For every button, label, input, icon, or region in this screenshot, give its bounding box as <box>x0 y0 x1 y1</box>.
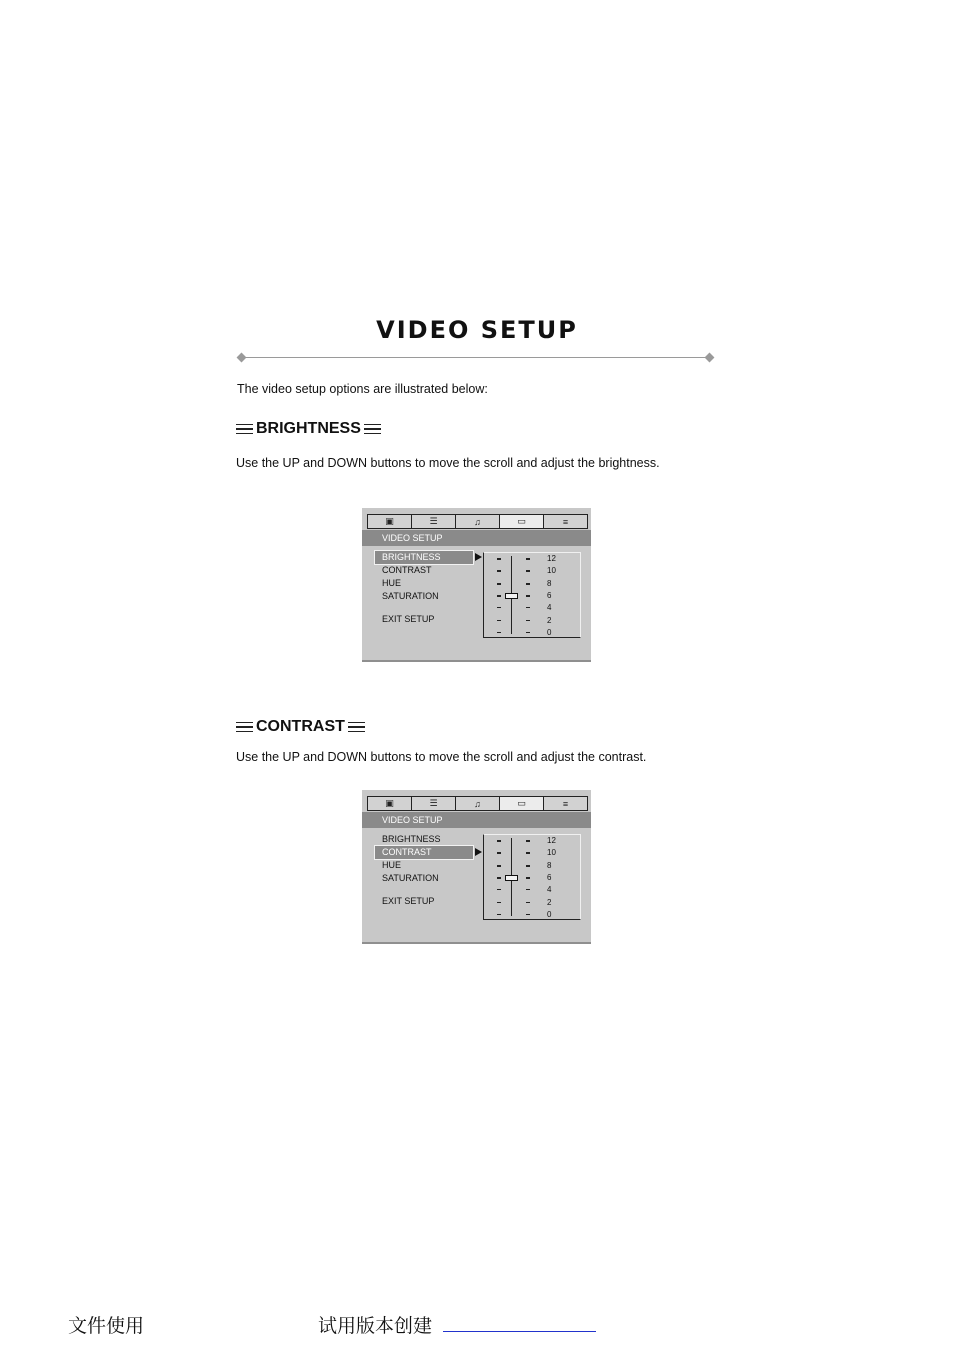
audio-icon: ♫ <box>474 798 481 809</box>
menu-lines-icon <box>348 722 365 732</box>
osd-header-label: VIDEO SETUP <box>382 533 443 543</box>
scale-tick <box>526 902 530 903</box>
scale-tick <box>497 840 501 842</box>
video-icon: ▭ <box>517 516 526 526</box>
osd-tab-video[interactable] <box>500 515 544 528</box>
osd-menu-item-saturation[interactable]: SATURATION <box>382 873 439 883</box>
osd-header <box>362 530 591 546</box>
scale-label: 2 <box>547 897 552 907</box>
scale-tick <box>526 865 530 867</box>
page-title: VIDEO SETUP <box>376 316 578 344</box>
osd-adjust-scale <box>483 552 581 638</box>
play-arrow-icon <box>475 553 482 561</box>
divider-diamond-right <box>705 353 715 363</box>
monitor-icon: ▣ <box>385 798 394 808</box>
osd-tab-preference[interactable] <box>544 797 587 810</box>
osd-menu-item-saturation[interactable]: SATURATION <box>382 591 439 601</box>
scale-tick <box>526 877 530 879</box>
osd-header-label: VIDEO SETUP <box>382 815 443 825</box>
osd-menu-item-exit-setup[interactable]: EXIT SETUP <box>382 614 435 624</box>
scale-tick <box>497 620 501 621</box>
osd-menu-item-hue[interactable]: HUE <box>382 860 402 870</box>
scale-label: 12 <box>547 554 556 563</box>
title-divider <box>240 357 710 358</box>
osd-tab-bar <box>367 514 588 529</box>
scale-slider-thumb[interactable] <box>505 875 518 881</box>
scale-label: 6 <box>547 872 552 882</box>
intro-text: The video setup options are illustrated below: <box>237 382 488 396</box>
scale-tick <box>526 583 530 585</box>
scale-label: 6 <box>547 590 552 600</box>
section-description: Use the UP and DOWN buttons to move the scroll and adjust the contrast. <box>236 750 647 764</box>
scale-label: 4 <box>547 603 552 613</box>
audio-icon: ♫ <box>474 516 481 527</box>
scale-tick <box>497 607 501 608</box>
osd-tab-preference[interactable] <box>544 515 587 528</box>
scale-tick <box>526 852 530 854</box>
scale-label: 12 <box>547 836 556 845</box>
scale-tick <box>497 889 501 890</box>
scale-tick <box>497 852 501 854</box>
section-heading-contrast <box>236 718 365 736</box>
osd-menu-brightness <box>362 508 591 662</box>
section-heading-label: BRIGHTNESS <box>256 420 361 437</box>
scale-tick <box>497 914 501 915</box>
scale-label: 2 <box>547 615 552 625</box>
section-heading-brightness <box>236 420 381 438</box>
menu-lines-icon <box>236 722 253 732</box>
osd-tab-monitor[interactable] <box>368 797 412 810</box>
scale-tick <box>526 570 530 572</box>
scale-label: 0 <box>547 909 552 919</box>
osd-menu-item-brightness[interactable]: BRIGHTNESS <box>382 834 441 844</box>
scale-tick <box>526 607 530 608</box>
scale-tick <box>497 558 501 560</box>
scale-label: 8 <box>547 578 552 588</box>
scale-label: 4 <box>547 885 552 895</box>
language-icon: ☰ <box>429 516 438 526</box>
scale-tick <box>526 620 530 621</box>
osd-menu-item-exit-setup[interactable]: EXIT SETUP <box>382 896 435 906</box>
scale-tick <box>526 889 530 890</box>
preference-icon: ≡ <box>562 516 569 527</box>
osd-menu-item-contrast[interactable]: CONTRAST <box>382 847 432 857</box>
scale-tick <box>526 632 530 633</box>
menu-lines-icon <box>364 424 381 434</box>
osd-header <box>362 812 591 828</box>
osd-tab-language[interactable] <box>412 797 456 810</box>
osd-tab-language[interactable] <box>412 515 456 528</box>
scale-tick <box>497 632 501 633</box>
osd-tab-audio[interactable] <box>456 797 500 810</box>
scale-label: 0 <box>547 627 552 637</box>
scale-tick <box>497 583 501 585</box>
scale-tick <box>497 570 501 572</box>
scale-tick <box>497 865 501 867</box>
monitor-icon: ▣ <box>385 516 394 526</box>
scale-tick <box>497 595 501 597</box>
scale-tick <box>497 902 501 903</box>
video-icon: ▭ <box>517 798 526 808</box>
scale-label: 10 <box>547 848 556 858</box>
play-arrow-icon <box>475 848 482 856</box>
footer-right-text: 试用版本创建 <box>318 1315 433 1337</box>
section-description: Use the UP and DOWN buttons to move the scroll and adjust the brightness. <box>236 456 660 470</box>
section-heading-label: CONTRAST <box>256 718 345 735</box>
osd-menu-item-brightness[interactable]: BRIGHTNESS <box>382 552 441 562</box>
osd-tab-bar <box>367 796 588 811</box>
scale-slider-thumb[interactable] <box>505 593 518 599</box>
scale-label: 8 <box>547 860 552 870</box>
scale-tick <box>526 914 530 915</box>
osd-menu-item-hue[interactable]: HUE <box>382 578 402 588</box>
scale-tick <box>526 558 530 560</box>
osd-menu-contrast <box>362 790 591 944</box>
menu-lines-icon <box>236 424 253 434</box>
language-icon: ☰ <box>429 798 438 808</box>
osd-adjust-scale <box>483 834 581 920</box>
osd-tab-video[interactable] <box>500 797 544 810</box>
osd-tab-monitor[interactable] <box>368 515 412 528</box>
scale-tick <box>526 595 530 597</box>
divider-diamond-left <box>237 353 247 363</box>
osd-tab-audio[interactable] <box>456 515 500 528</box>
footer-left-text: 文件使用 <box>68 1315 145 1337</box>
scale-label: 10 <box>547 566 556 576</box>
scale-tick <box>526 840 530 842</box>
preference-icon: ≡ <box>562 798 569 809</box>
scale-tick <box>497 877 501 879</box>
footer-link[interactable] <box>443 1331 596 1332</box>
osd-menu-item-contrast[interactable]: CONTRAST <box>382 565 432 575</box>
